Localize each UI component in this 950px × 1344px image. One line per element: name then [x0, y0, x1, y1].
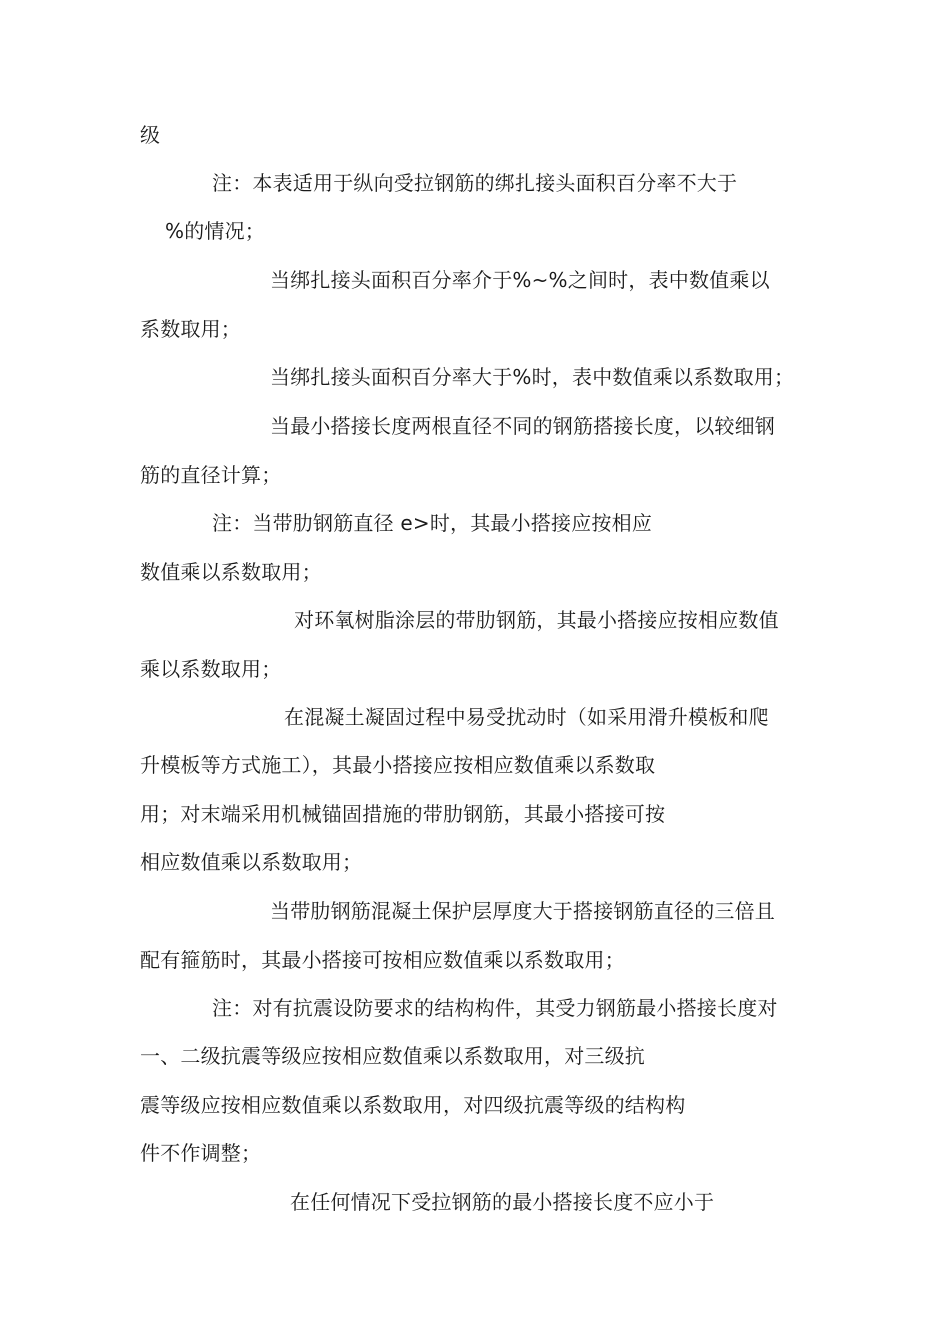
text-line: 对环氧树脂涂层的带肋钢筋，其最小搭接应按相应数值	[294, 608, 779, 632]
text-line: 在任何情况下受拉钢筋的最小搭接长度不应小于	[290, 1190, 715, 1214]
text-line: 系数取用；	[140, 317, 241, 341]
text-line: 升模板等方式施工），其最小搭接应按相应数值乘以系数取	[140, 753, 656, 777]
text-line: 一、二级抗震等级应按相应数值乘以系数取用，对三级抗	[140, 1044, 645, 1068]
text-line: 用；对末端采用机械锚固措施的带肋钢筋，其最小搭接可按	[140, 802, 666, 826]
text-line: 级	[140, 123, 161, 147]
text-line: 相应数值乘以系数取用；	[140, 850, 363, 874]
text-line: 注：对有抗震设防要求的结构构件，其受力钢筋最小搭接长度对	[212, 996, 778, 1020]
text-line: 数值乘以系数取用；	[140, 560, 322, 584]
text-line: 当绑扎接头面积百分率大于%时，表中数值乘以系数取用；	[270, 365, 795, 389]
text-line: 当绑扎接头面积百分率介于%~%之间时，表中数值乘以	[270, 268, 770, 292]
text-line: 在混凝土凝固过程中易受扰动时（如采用滑升模板和爬	[284, 705, 769, 729]
text-line: 乘以系数取用；	[140, 657, 282, 681]
text-line: %的情况；	[165, 219, 266, 243]
text-line: 当最小搭接长度两根直径不同的钢筋搭接长度，以较细钢	[270, 414, 775, 438]
text-line: 配有箍筋时，其最小搭接可按相应数值乘以系数取用；	[140, 948, 625, 972]
text-line: 注：本表适用于纵向受拉钢筋的绑扎接头面积百分率不大于	[212, 171, 738, 195]
text-line: 筋的直径计算；	[140, 463, 282, 487]
text-line: 注：当带肋钢筋直径 e>时，其最小搭接应按相应	[212, 511, 653, 535]
text-line: 震等级应按相应数值乘以系数取用，对四级抗震等级的结构构	[140, 1093, 686, 1117]
text-line: 当带肋钢筋混凝土保护层厚度大于搭接钢筋直径的三倍且	[270, 899, 775, 923]
text-line: 件不作调整；	[140, 1141, 262, 1165]
